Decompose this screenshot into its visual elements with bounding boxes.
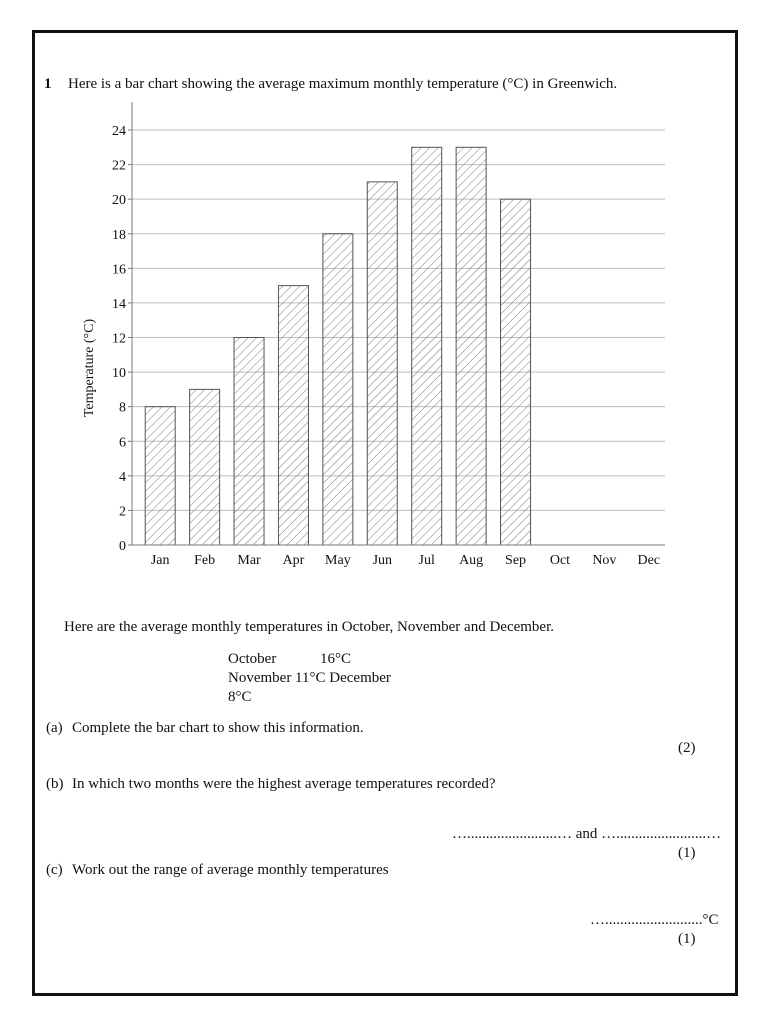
part-b-label: (b) [46,776,64,792]
question-intro: Here is a bar chart showing the average maximum monthly temperature (°C) in Greenwich. [68,76,618,92]
y-tick-label: 18 [112,227,126,243]
part-c-marks: (1) [678,931,696,947]
part-a-label: (a) [46,720,63,736]
x-tick-label: Sep [505,553,527,568]
y-tick-label: 24 [112,124,126,139]
info-november-line: November 11°C December [228,670,391,686]
y-tick-label: 12 [112,331,126,347]
x-tick-label: Nov [592,553,617,568]
part-b-marks: (1) [678,845,696,861]
y-tick-label: 10 [112,366,126,382]
x-tick-label: Feb [194,553,216,568]
part-c-text: Work out the range of average monthly temperatures [72,862,389,878]
part-c-label: (c) [46,862,63,878]
y-tick-label: 6 [119,435,126,451]
y-axis-title: Temperature (°C) [82,318,97,418]
part-c-answer-line[interactable]: …..........................°C [590,912,719,928]
y-tick-label: 8 [119,400,126,416]
bar-jan [145,407,175,545]
info-intro: Here are the average monthly temperatures in October, November and December. [64,619,555,635]
y-tick-label: 20 [112,193,126,209]
part-a-marks: (2) [678,740,696,756]
x-tick-label: Oct [549,553,571,568]
y-tick-label: 0 [119,539,126,554]
chart-bars [145,147,530,545]
x-tick-label: Mar [237,553,261,568]
x-tick-label: Jul [418,553,435,568]
question-number: 1 [44,76,52,92]
bar-may [323,234,353,545]
x-tick-label: May [325,553,351,568]
part-b-text: In which two months were the highest average temperatures recorded? [72,776,496,792]
bar-mar [234,338,264,546]
y-tick-label: 2 [119,504,126,520]
x-tick-label: Aug [459,553,484,568]
bar-aug [456,147,486,545]
x-tick-label: Jan [150,553,170,568]
y-tick-label: 22 [112,158,126,174]
x-tick-label: Dec [637,553,661,568]
x-tick-label: Jun [372,553,393,568]
part-a-text: Complete the bar chart to show this information. [72,720,364,736]
x-tick-label: Apr [282,553,305,568]
bar-apr [278,286,308,545]
y-tick-label: 16 [112,262,126,278]
y-tick-label: 14 [112,296,126,312]
bar-sep [501,199,531,545]
bar-feb [190,389,220,545]
info-december-value: 8°C [228,689,252,705]
info-october-value: 16°C [320,651,352,667]
bar-jul [412,147,442,545]
bar-jun [367,182,397,545]
part-b-answer-line[interactable]: …........................… and …........................… [452,826,722,842]
y-tick-label: 4 [119,469,126,485]
info-october-label: October [228,651,277,667]
